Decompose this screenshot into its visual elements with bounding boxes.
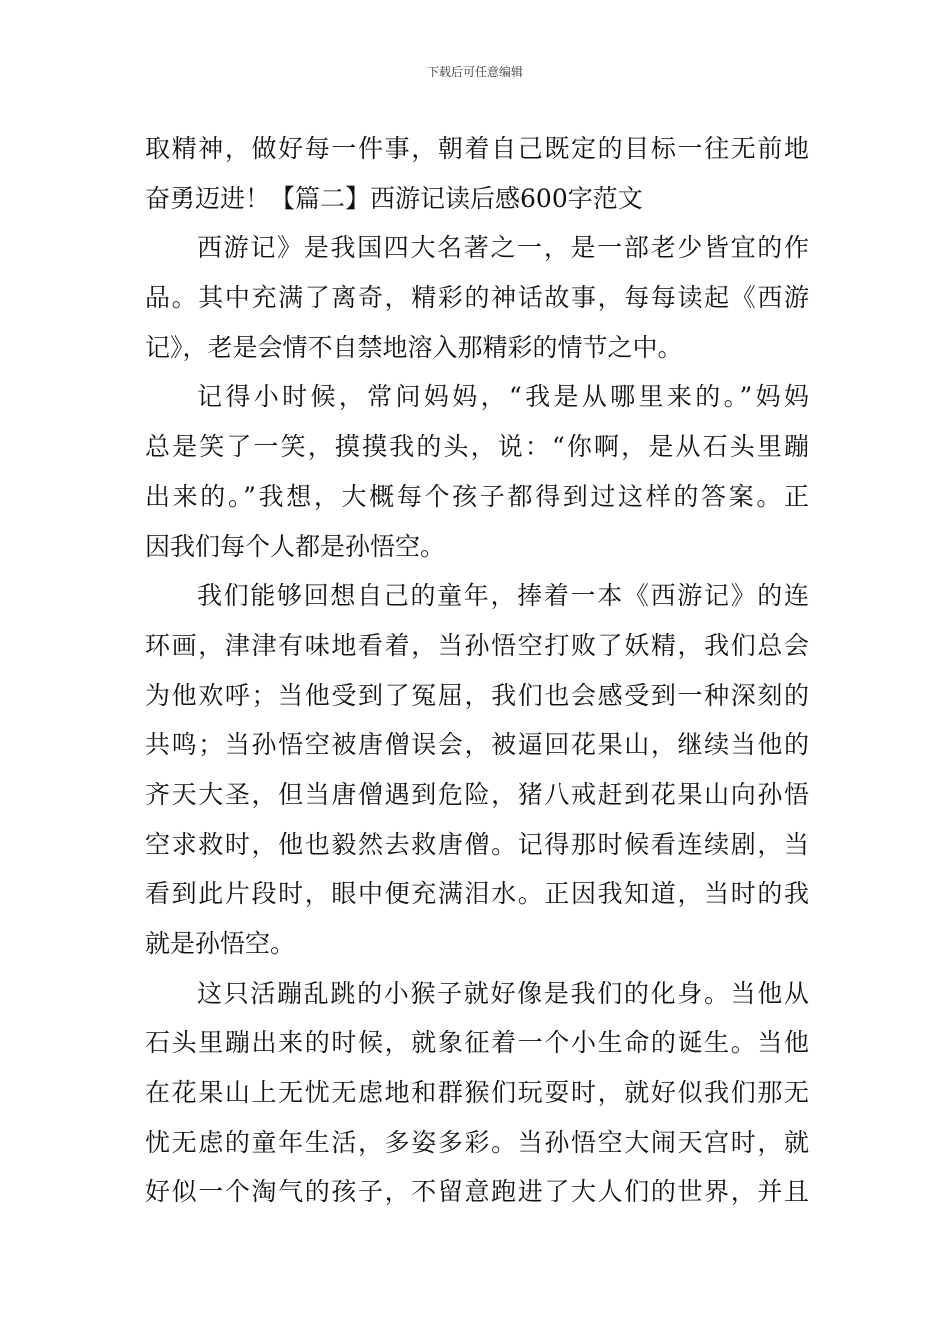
- text-line: 就是孙悟空。: [145, 929, 296, 958]
- paragraph-1: [145, 124, 809, 223]
- text-line: 记》，老是会情不自禁地溶入那精彩的情节之中。: [145, 332, 683, 362]
- text-line: 忧无虑的童年生活，多姿多彩。当孙悟空大闹天宫时，就: [145, 1127, 809, 1157]
- text-line: 为他欢呼；当他受到了冤屈，我们也会感受到一种深刻的: [145, 680, 809, 710]
- text-line: 取精神，做好每一件事，朝着自己既定的目标一往无前地: [145, 134, 809, 163]
- document-body: [145, 124, 809, 1217]
- text-line: 好似一个淘气的孩子，不留意跑进了大人们的世界，并且: [145, 1177, 809, 1207]
- paragraph-5: [145, 969, 809, 1217]
- text-line: 共鸣；当孙悟空被唐僧误会，被逼回花果山，继续当他的: [145, 730, 809, 760]
- text-line: 西游记》是我国四大名著之一，是一部老少皆宜的作: [197, 233, 809, 263]
- text-line: 因我们每个人都是孙悟空。: [145, 531, 446, 561]
- paragraph-3: [145, 372, 809, 571]
- text-line: 在花果山上无忧无虑地和群猴们玩耍时，就好似我们那无: [145, 1078, 809, 1108]
- text-line: 出来的。”我想，大概每个孩子都得到过这样的答案。正: [145, 481, 809, 511]
- text-line: 奋勇迈进！【篇二】西游记读后感600字范文: [145, 183, 643, 213]
- text-line: 记得小时候，常问妈妈，“我是从哪里来的。”妈妈: [197, 382, 809, 412]
- text-line: 总是笑了一笑，摸摸我的头，说：“你啊，是从石头里蹦: [145, 432, 809, 462]
- paragraph-4: [145, 571, 809, 969]
- text-line: 环画，津津有味地看着，当孙悟空打败了妖精，我们总会: [145, 630, 809, 660]
- text-line: 空求救时，他也毅然去救唐僧。记得那时候看连续剧，当: [145, 829, 809, 859]
- text-line: 齐天大圣，但当唐僧遇到危险，猪八戒赶到花果山向孙悟: [145, 779, 809, 809]
- text-line: 这只活蹦乱跳的小猴子就好像是我们的化身。当他从: [197, 978, 809, 1008]
- text-line: 石头里蹦出来的时候，就象征着一个小生命的诞生。当他: [145, 1028, 809, 1058]
- text-line: 看到此片段时，眼中便充满泪水。正因我知道，当时的我: [145, 879, 809, 909]
- text-line: 我们能够回想自己的童年，捧着一本《西游记》的连: [197, 581, 809, 611]
- page-header: 下载后可任意编辑: [426, 65, 523, 79]
- paragraph-2: [145, 223, 809, 372]
- text-line: 品。其中充满了离奇，精彩的神话故事，每每读起《西游: [145, 283, 809, 313]
